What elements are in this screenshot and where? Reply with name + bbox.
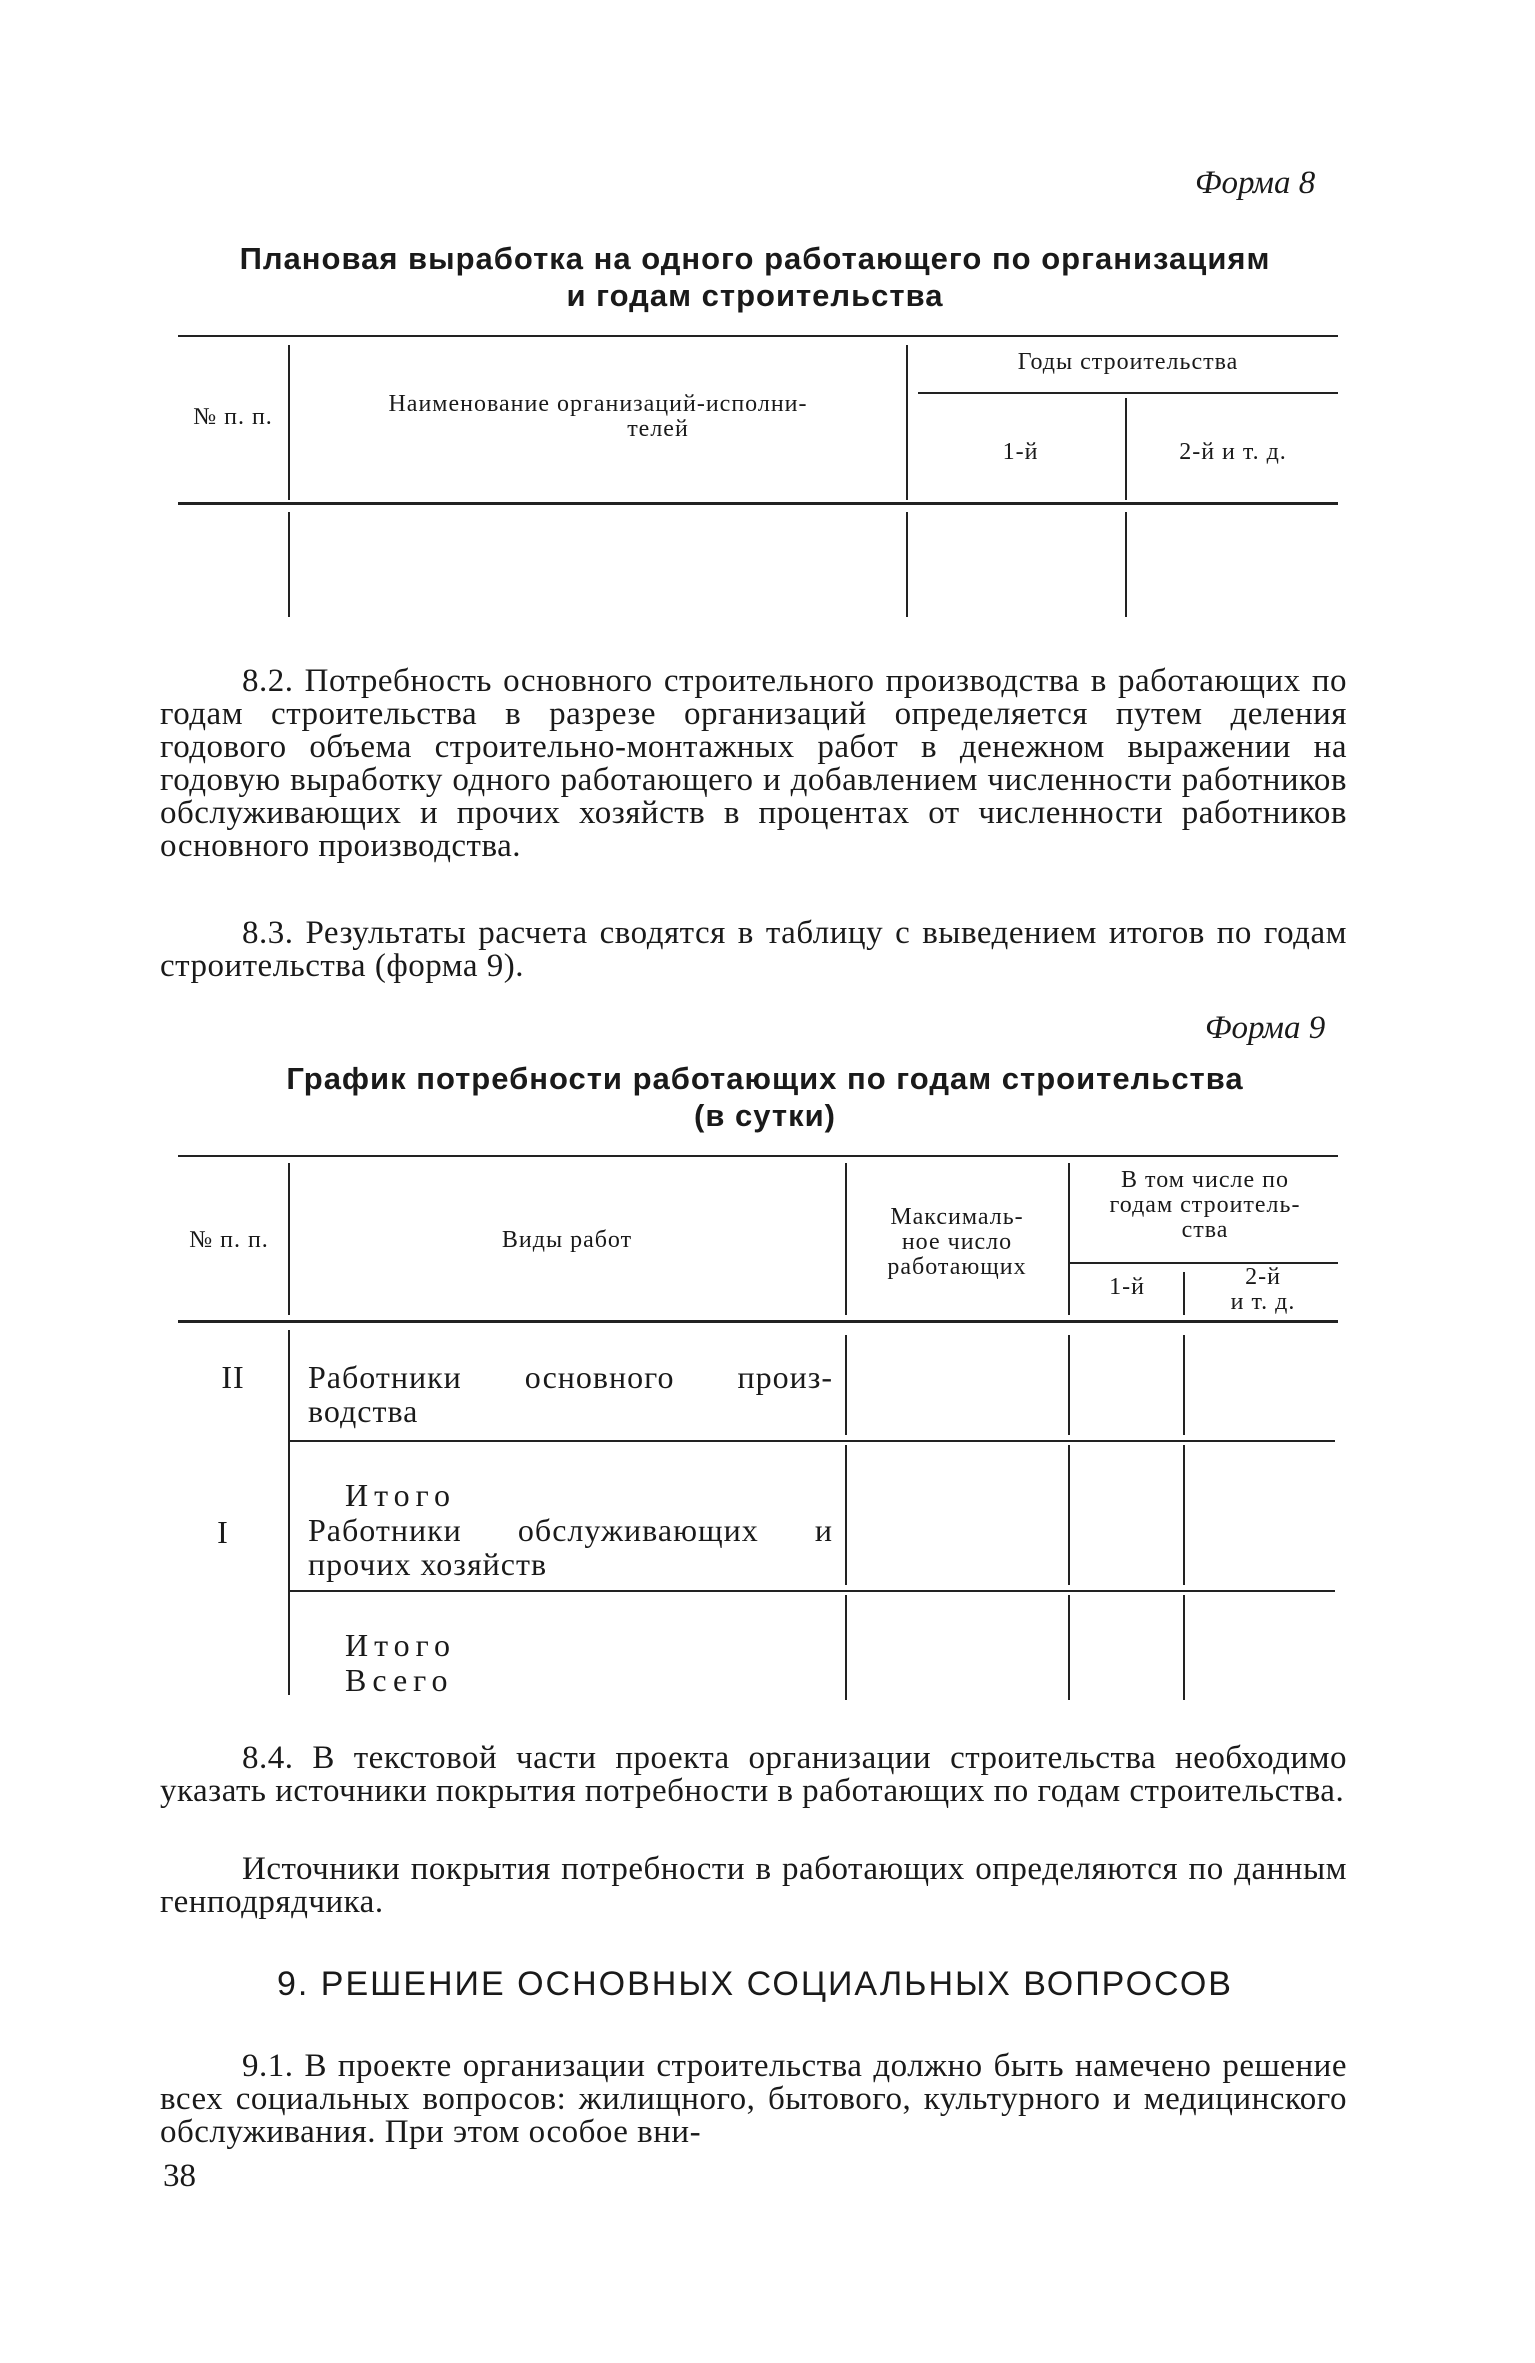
form8-header-years: Годы строительства — [1017, 349, 1239, 375]
form9-row3-all: Всего — [345, 1662, 454, 1698]
form9-title-line1: График потребности работающих по годам строительства — [286, 1061, 1244, 1096]
form8-header-name-line2: телей — [627, 416, 689, 442]
paragraph-8-4-text: 8.4. В текстовой части проекта организации строительства необходимо указать источники покрытия потребности в работающих по годам строительства. — [160, 1740, 1347, 1809]
form9-header-max-line2: ное число — [901, 1229, 1013, 1255]
form9-header-max-line1: Максималь- — [890, 1204, 1024, 1230]
paragraph-8-2-text: 8.2. Потребность основного строительного производства в работающих по годам строительства в разрезе организаций определяется путем деления годового объема строительно-монтажных работ в денежном выражении на годовую выработку одного работающего и добавлением численности работников обслуживающих и прочих хозяйств в процентах от численности работников основного производства. — [160, 663, 1347, 864]
form9-header-year2 — [1188, 1265, 1338, 1315]
form9-row2-total: Итого — [345, 1477, 456, 1513]
form9-row2-kind-line2: прочих хозяйств — [308, 1546, 548, 1582]
paragraph-8-3 — [160, 917, 1347, 983]
form9-row3-total: Итого — [345, 1627, 456, 1663]
paragraph-sources — [160, 1853, 1347, 1919]
form9-header-year2-line1: 2-й — [1245, 1264, 1281, 1290]
paragraph-9-1-text: 9.1. В проекте организации строительства должно быть намечено решение всех социальных вопросов: жилищного, бытового, культурного и медицинского обслуживания. При этом особое вни- — [160, 2048, 1347, 2150]
form9-header-incl-line2: годам строитель- — [1109, 1192, 1301, 1218]
paragraph-sources-text: Источники покрытия потребности в работающих определяются по данным генподрядчика. — [160, 1851, 1347, 1920]
form8-header-num: № п. п. — [193, 404, 273, 430]
form9-title — [190, 1060, 1340, 1134]
form9-header-num: № п. п. — [189, 1227, 269, 1253]
form8-header-name — [298, 392, 898, 442]
paragraph-8-3-text: 8.3. Результаты расчета сводятся в таблицу с выведением итогов по годам строительства (форма 9). — [160, 915, 1347, 984]
page-number: 38 — [163, 2158, 196, 2194]
form8-title — [160, 240, 1350, 314]
form8-header-year1: 1-й — [1002, 439, 1039, 465]
form9-title-line2: (в сутки) — [694, 1098, 836, 1133]
form9-label: Форма 9 — [1205, 1010, 1326, 1046]
form9-row1-kind-line2: водства — [308, 1393, 419, 1429]
form8-label: Форма 8 — [1195, 165, 1316, 201]
form9-row2-kind-line1: Работники обслуживающих и — [308, 1512, 833, 1548]
form9-header-incl-line1: В том числе по — [1121, 1167, 1289, 1193]
form8-header-name-line1: Наименование организаций-исполни- — [388, 391, 808, 417]
form8-title-line1: Плановая выработка на одного работающего по организациям — [239, 241, 1271, 276]
form8-title-line2: и годам строительства — [566, 278, 944, 313]
paragraph-8-4 — [160, 1742, 1347, 1808]
form9-header-incl-line3: ства — [1181, 1217, 1229, 1243]
form9-header-incl — [1072, 1168, 1338, 1243]
paragraph-8-2 — [160, 665, 1347, 863]
form9-row1-kind — [308, 1360, 833, 1428]
section-9-heading: 9. РЕШЕНИЕ ОСНОВНЫХ СОЦИАЛЬНЫХ ВОПРОСОВ — [277, 1965, 1233, 2003]
form9-header-kinds: Виды работ — [501, 1227, 633, 1253]
form9-header-max-line3: работающих — [887, 1254, 1027, 1280]
form8-header-year2: 2-й и т. д. — [1179, 439, 1287, 465]
form9-row2-num: I — [217, 1514, 229, 1550]
form9-row1-kind-line1: Работники основного произ- — [308, 1359, 833, 1395]
form9-row1-num: II — [221, 1359, 245, 1395]
form9-row2-kind — [308, 1513, 833, 1581]
form9-header-year1: 1-й — [1109, 1274, 1145, 1300]
form9-header-year2-line2: и т. д. — [1230, 1289, 1296, 1315]
paragraph-9-1 — [160, 2050, 1347, 2149]
form9-header-max — [848, 1205, 1066, 1280]
